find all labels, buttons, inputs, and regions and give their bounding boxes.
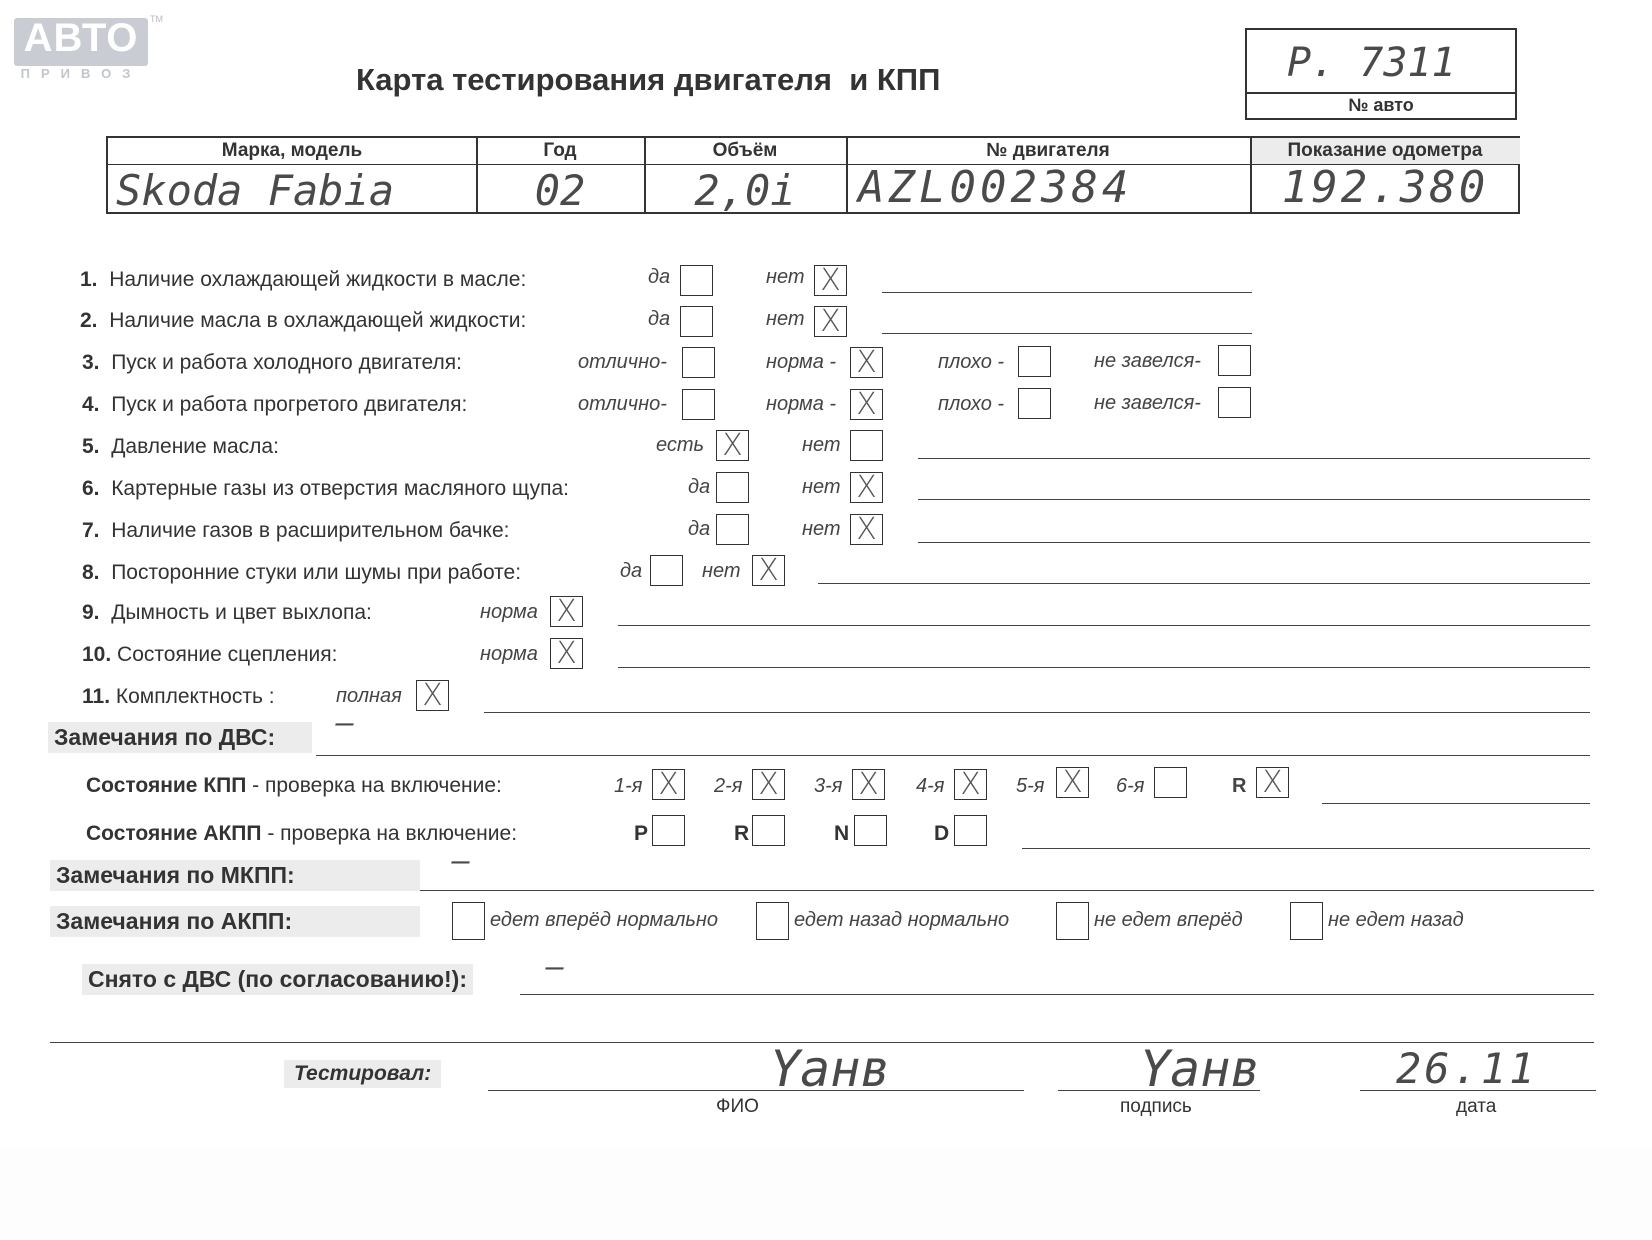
item-3-label: 3. Пуск и работа холодного двигателя: [82,351,462,374]
auto-forward-ok-label: едет вперёд нормально [490,909,719,931]
removed-label: Снято с ДВС (по согласованию!): [82,964,473,995]
item-4-checkbox-bad[interactable] [1018,388,1051,419]
position-p-checkbox[interactable] [652,815,685,846]
auto-reverse-ok-checkbox[interactable] [756,902,789,940]
item-1-note-line [882,292,1252,293]
manual-gearbox-label: Состояние КПП - проверка на включение: [86,774,502,797]
item-8-option-no: нет [702,560,741,582]
logo-trademark: TM [150,14,163,24]
item-1-option-no: нет [766,266,805,288]
gear-6-checkbox[interactable] [1154,767,1187,798]
remarks-engine-line [316,755,1590,756]
scan-margin [0,1148,1652,1240]
gear-2-checkbox[interactable]: X [752,769,785,800]
auto-reverse-ok-label: едет назад нормально [794,909,1010,931]
tested-label: Тестировал: [284,1060,441,1088]
gear-5-label: 5-я [1016,775,1045,797]
item-11-option-complete: полная [336,685,402,707]
auto-forward-ok-checkbox[interactable] [452,902,485,940]
item-10-option-normal: норма [480,643,538,665]
item-3-checkbox-no-start[interactable] [1218,345,1251,376]
car-number-value: Р. 7311 [1287,40,1456,86]
gear-5-checkbox[interactable]: X [1056,767,1089,798]
item-6-note-line [918,499,1590,500]
item-6-option-yes: да [688,476,711,498]
col-header-engine-no: № двигателя [986,140,1110,161]
remarks-manual-label: Замечания по МКПП: [50,860,420,891]
tested-date-line [1360,1090,1596,1091]
value-engine-no: AZL002384 [858,162,1133,213]
tested-date-caption: дата [1456,1096,1497,1117]
gear-3-checkbox[interactable]: X [852,769,885,800]
col-header-model: Марка, модель [221,140,363,161]
item-4-checkbox-normal[interactable]: X [850,389,883,420]
item-5-label: 5. Давление масла: [82,435,279,458]
item-7-checkbox-yes[interactable] [716,514,749,545]
item-10-checkbox-normal[interactable]: X [550,638,583,669]
position-d-checkbox[interactable] [954,815,987,846]
remarks-auto-label: Замечания по АКПП: [50,906,420,937]
item-5-option-absent: нет [802,434,841,456]
item-11-checkbox-complete[interactable]: X [416,680,449,711]
item-3-option-normal: норма - [766,351,837,373]
car-number-label: № авто [1348,95,1414,115]
item-10-label: 10. Состояние сцепления: [82,643,338,666]
item-4-option-bad: плохо - [938,393,1005,415]
remarks-manual-value: — [452,844,471,879]
auto-no-reverse-checkbox[interactable] [1290,902,1323,940]
col-header-odometer: Показание одометра [1287,140,1483,161]
item-11-note-line [484,712,1590,713]
value-volume: 2,0i [694,166,796,215]
gear-3-label: 3-я [814,775,843,797]
item-3-option-no-start: не завелся- [1094,350,1201,372]
item-1-checkbox-yes[interactable] [680,265,713,296]
tested-signature: Yaнв [1140,1040,1261,1098]
position-r-label: R [734,822,750,845]
item-2-checkbox-yes[interactable] [680,306,713,337]
remarks-engine-label: Замечания по ДВС: [48,722,312,753]
auto-no-forward-checkbox[interactable] [1056,902,1089,940]
position-p-label: P [634,822,649,845]
auto-gearbox-note-line [1022,848,1590,849]
tested-signature-line [1058,1090,1260,1091]
item-5-checkbox-absent[interactable] [850,430,883,461]
tested-signature-caption: подпись [1120,1096,1192,1117]
item-2-checkbox-no[interactable]: X [814,306,847,337]
item-5-note-line [918,458,1590,459]
vehicle-info-table [106,136,1520,214]
gear-4-label: 4-я [916,775,945,797]
item-6-checkbox-no[interactable]: X [850,472,883,503]
item-5-option-present: есть [656,434,705,456]
gear-4-checkbox[interactable]: X [954,769,987,800]
item-5-checkbox-present[interactable]: X [716,430,749,461]
position-d-label: D [934,822,950,845]
item-3-checkbox-bad[interactable] [1018,346,1051,377]
value-model: Skoda Fabia [116,166,395,215]
item-10-note-line [618,667,1590,668]
item-7-checkbox-no[interactable]: X [850,514,883,545]
tested-date: 26.11 [1396,1044,1538,1093]
item-9-checkbox-normal[interactable]: X [550,596,583,627]
item-9-label: 9. Дымность и цвет выхлопа: [82,601,372,624]
item-4-checkbox-no-start[interactable] [1218,387,1251,418]
item-11-label: 11. Комплектность : [82,685,275,708]
value-year: 02 [534,166,586,215]
item-7-note-line [918,542,1590,543]
item-7-option-no: нет [802,518,841,540]
item-4-option-no-start: не завелся- [1094,392,1201,414]
position-n-label: N [834,822,850,845]
car-number-divider [1247,92,1515,94]
gear-1-checkbox[interactable]: X [652,769,685,800]
removed-line [520,994,1594,995]
auto-gearbox-label: Состояние АКПП - проверка на включение: [86,822,518,845]
item-1-option-yes: да [648,266,671,288]
position-n-checkbox[interactable] [854,815,887,846]
item-3-checkbox-normal[interactable]: X [850,347,883,378]
item-1-label: 1. Наличие охлаждающей жидкости в масле: [80,268,527,291]
col-header-year: Год [543,140,577,161]
item-4-option-normal: норма - [766,393,837,415]
item-7-option-yes: да [688,518,711,540]
item-6-checkbox-yes[interactable] [716,472,749,503]
item-8-option-yes: да [620,560,643,582]
item-2-option-no: нет [766,308,805,330]
item-7-label: 7. Наличие газов в расширительном бачке: [82,519,510,542]
item-2-note-line [882,333,1252,334]
item-2-label: 2. Наличие масла в охлаждающей жидкости: [80,309,527,332]
item-6-option-no: нет [802,476,841,498]
item-8-note-line [818,583,1590,584]
remarks-engine-value: — [336,706,355,741]
item-8-checkbox-yes[interactable] [650,555,683,586]
item-2-option-yes: да [648,308,671,330]
item-9-note-line [618,625,1590,626]
manual-gearbox-note-line [1322,803,1590,804]
remarks-manual-line [420,890,1594,891]
item-3-checkbox-excellent[interactable] [682,347,715,378]
auto-no-reverse-label: не едет назад [1328,909,1464,931]
gear-1-label: 1-я [614,775,643,797]
item-4-option-excellent: отлично- [578,393,667,415]
item-8-checkbox-no[interactable]: X [752,555,785,586]
tested-name-caption: ФИО [716,1096,759,1117]
car-number-box [1245,28,1517,120]
gear-2-label: 2-я [714,775,743,797]
item-1-checkbox-no[interactable]: X [814,265,847,296]
item-3-option-excellent: отлично- [578,351,667,373]
item-8-label: 8. Посторонние стуки или шумы при работе: [82,561,522,584]
value-odometer: 192.380 [1281,162,1489,213]
auto-no-forward-label: не едет вперёд [1094,909,1243,931]
col-header-volume: Объём [712,140,778,161]
item-4-checkbox-excellent[interactable] [682,389,715,420]
logo-subtext: ПРИВОЗ [20,66,142,81]
gear-r-label: R [1232,775,1247,797]
item-4-label: 4. Пуск и работа прогретого двигателя: [82,393,468,416]
tested-name: Yaнв [770,1040,891,1098]
logo-text: АВТО [23,16,139,60]
gear-r-checkbox[interactable]: X [1256,767,1289,798]
form-title: Карта тестирования двигателя и КПП [356,62,941,97]
item-3-option-bad: плохо - [938,351,1005,373]
item-9-option-normal: норма [480,601,538,623]
tested-name-line [488,1090,1024,1091]
removed-value: — [546,950,565,985]
gear-6-label: 6-я [1116,775,1145,797]
position-r-checkbox[interactable] [752,815,785,846]
item-6-label: 6. Картерные газы из отверстия масляного щупа: [82,477,569,500]
